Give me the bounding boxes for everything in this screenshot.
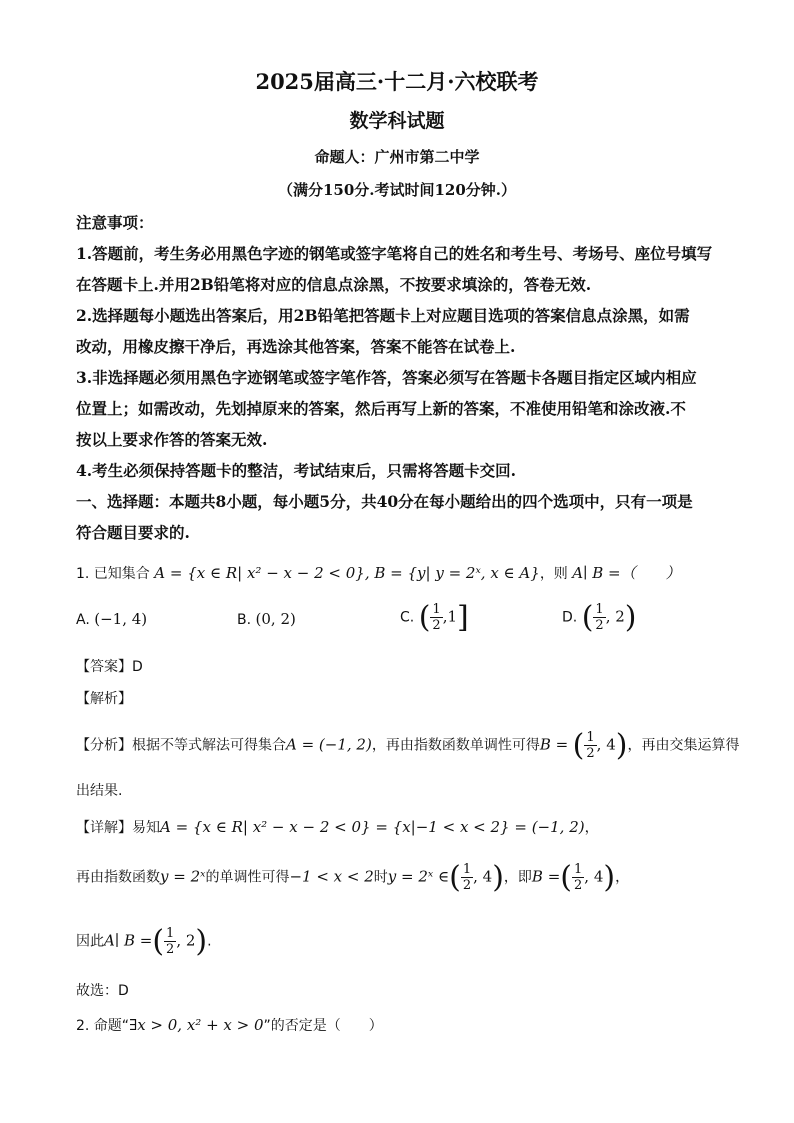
notice-line: 在答题卡上.并用2B铅笔将对应的信息点涂黑，不按要求填涂的，答卷无效. [76, 275, 592, 294]
notice-line: 2.选择题每小题选出答案后，用2B铅笔把答题卡上对应题目选项的答案信息点涂黑，如需 [76, 306, 690, 325]
analysis-text: ，再由交集运算得 [627, 737, 740, 754]
q1-option-a [76, 610, 147, 628]
exam-title: 2025届高三·十二月·六校联考 [255, 69, 539, 94]
notice-line: 改动，用橡皮擦干净后，再选涂其他答案，答案不能答在试卷上. [76, 337, 516, 356]
section-heading: 一、选择题：本题共8小题，每小题5分，共40分在每小题给出的四个选项中，只有一项是 [76, 492, 693, 511]
detail-text: . [207, 933, 212, 950]
q1-option-b [237, 610, 296, 628]
option-value: (0, 2) [255, 610, 296, 628]
q1-analysis-line1: 【分析】根据不等式解法可得集合A = (−1, 2)，再由指数函数单调性可得B = ( $\frac{1}{2}$ , 4)，再由交集运算得 [76, 728, 740, 763]
detail-text: 因此 [76, 933, 104, 950]
section-heading-cont: 符合题目要求的. [76, 523, 190, 542]
notice-line: 1.答题前，考生务必用黑色字迹的钢笔或签字笔将自己的姓名和考生号、考场号、座位号填写 [76, 244, 713, 263]
detail-text: ，即 [503, 869, 532, 886]
q2-text: 2. 命题“ [76, 1018, 130, 1034]
notice-line: 位置上；如需改动，先划掉原来的答案，然后再写上新的答案，不准使用铅笔和涂改液.不 [76, 399, 686, 418]
q1-answer: 【答案】D [76, 659, 143, 675]
analysis-set-a: A = (−1, 2) [286, 735, 372, 754]
notice-heading: 注意事项： [76, 213, 154, 232]
detail-math: A∣ B = [104, 931, 153, 950]
q1-expr: A∣ B =（ ） [572, 564, 681, 582]
question-2 [76, 1015, 383, 1035]
exam-score-time: （满分150分.考试时间120分钟.） [277, 181, 517, 199]
detail-text: 的单调性可得 [205, 869, 290, 886]
q1-detail-line2: 再由指数函数y = 2ˣ的单调性可得−1 < x < 2时y = 2ˣ ∈( $\frac{1}{2}$ , 4)，即B =( $\frac{1}{2}$ , 4)， [76, 860, 630, 895]
analysis-text: ，再由指数函数单调性可得 [371, 737, 540, 754]
option-label: D. [562, 609, 578, 626]
detail-text: 时 [373, 869, 388, 886]
q1-ask: ，则 [539, 566, 568, 582]
analysis-text: 【分析】根据不等式解法可得集合 [76, 737, 286, 754]
q1-analysis-line2: 出结果. [76, 783, 123, 799]
detail-math: y = 2ˣ ∈ [387, 867, 450, 886]
q1-detail-line1 [76, 817, 599, 837]
q1-detail-line3: 因此A∣ B =( $\frac{1}{2}$ , 2). [76, 924, 212, 959]
analysis-set-b: B = [539, 735, 569, 754]
option-label: C. [400, 609, 415, 626]
notice-line: 4.考生必须保持答题卡的整洁，考试结束后，只需将答题卡交回. [76, 461, 517, 480]
exam-author: 命题人：广州市第二中学 [314, 148, 480, 166]
notice-line: 3.非选择题必须用黑色字迹钢笔或签字笔作答，答案必须写在答题卡各题目指定区域内相应 [76, 368, 697, 387]
q2-text: ”的否定是（ ） [263, 1018, 383, 1034]
detail-text: ， [615, 869, 630, 886]
option-label: A. [76, 612, 90, 628]
notice-line: 按以上要求作答的答案无效. [76, 430, 268, 449]
detail-text: ， [584, 820, 599, 836]
option-label: B. [237, 612, 252, 628]
exam-subtitle: 数学科试题 [349, 110, 445, 132]
q1-option-c: C. ( $\frac{1}{2}$ ,1] [400, 600, 469, 635]
option-value: (−1, 4) [94, 610, 148, 628]
detail-text: 再由指数函数 [76, 869, 160, 886]
detail-text: 【详解】易知 [76, 820, 160, 836]
q1-prefix: 1. 已知集合 [76, 566, 150, 582]
q1-sets: A = {x ∈ R| x² − x − 2 < 0}, B = {y| y = 2ˣ, x ∈ A} [154, 564, 540, 582]
q1-choice: 故选：D [76, 983, 129, 999]
detail-math: −1 < x < 2 [289, 867, 374, 886]
detail-math: y = 2ˣ [160, 867, 206, 886]
detail-math: B = [531, 867, 561, 886]
question-1 [76, 562, 681, 583]
detail-set-a: A = {x ∈ R| x² − x − 2 < 0} = {x|−1 < x < 2} = (−1, 2) [160, 818, 585, 836]
q1-analysis-head: 【解析】 [76, 691, 132, 707]
q2-math: ∃x > 0, x² + x > 0 [129, 1016, 264, 1034]
q1-option-d: D. ( $\frac{1}{2}$ , 2) [562, 600, 637, 635]
